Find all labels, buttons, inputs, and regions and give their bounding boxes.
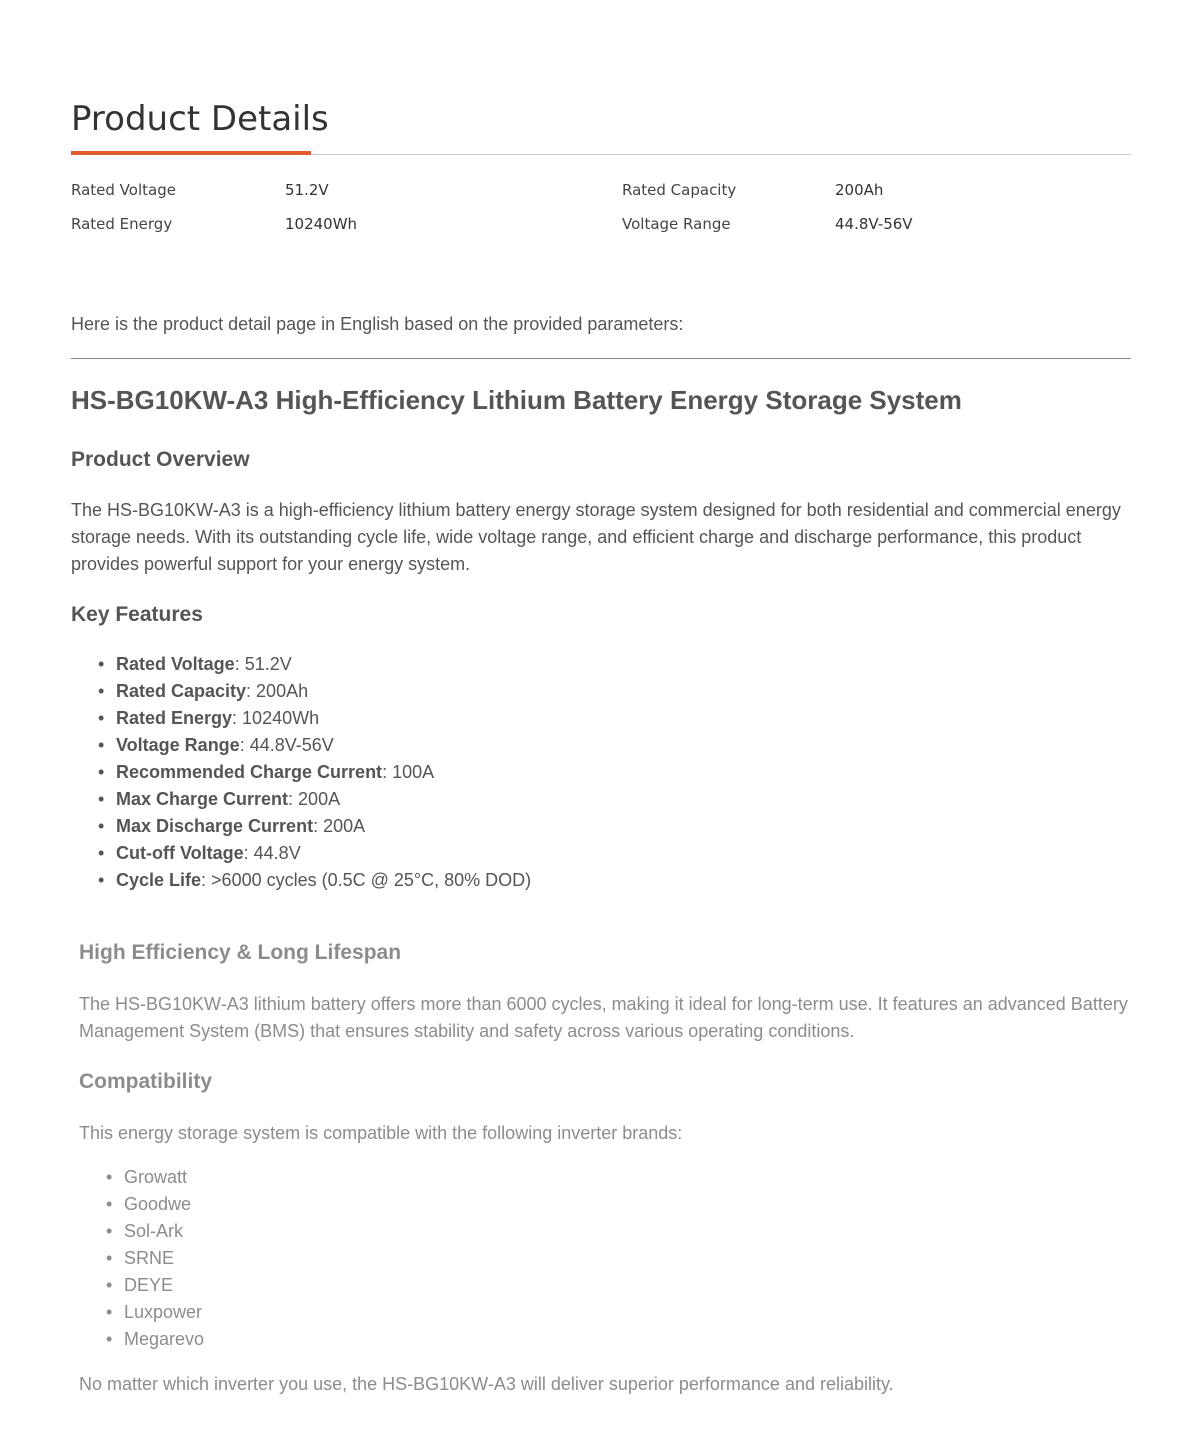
feature-item xyxy=(71,813,531,840)
bullet-icon: • xyxy=(106,1167,113,1187)
bullet-icon: • xyxy=(98,762,105,782)
spec-row xyxy=(71,210,1131,238)
spec-value: 10240Wh xyxy=(285,215,358,233)
efficiency-paragraph: The HS-BG10KW-A3 lithium battery offers more than 6000 cycles, making it ideal for long-term use. It features an advanced Battery Management System (BMS) that ensures stability and safety across various operating conditions. xyxy=(79,994,1128,1041)
spec-value: 51.2V xyxy=(285,181,329,199)
brand-item xyxy=(79,1245,204,1272)
brand-name: SRNE xyxy=(124,1248,175,1268)
intro-text: Here is the product detail page in English based on the provided parameters: xyxy=(71,314,684,334)
feature-value: : 200A xyxy=(288,789,341,809)
feature-label: Max Charge Current xyxy=(116,789,289,809)
feature-value: : 100A xyxy=(382,762,435,782)
feature-value: : 200A xyxy=(313,816,366,836)
spec-label: Rated Capacity xyxy=(622,181,737,199)
feature-label: Rated Capacity xyxy=(116,681,247,701)
feature-label: Max Discharge Current xyxy=(116,816,314,836)
features-heading: Key Features xyxy=(71,603,203,626)
brand-name: Megarevo xyxy=(124,1329,205,1349)
bullet-icon: • xyxy=(98,708,105,728)
bullet-icon: • xyxy=(98,735,105,755)
compatibility-heading: Compatibility xyxy=(79,1070,213,1093)
spec-row xyxy=(71,176,1131,204)
bullet-icon: • xyxy=(98,816,105,836)
feature-label: Recommended Charge Current xyxy=(116,762,383,782)
feature-value: : 200Ah xyxy=(246,681,309,701)
feature-label: Rated Voltage xyxy=(116,654,235,674)
feature-value: : 44.8V xyxy=(243,843,301,863)
bullet-icon: • xyxy=(98,789,105,809)
feature-value: : 10240Wh xyxy=(232,708,320,728)
section-title: Product Details xyxy=(71,99,329,139)
feature-item xyxy=(71,867,531,894)
spec-label: Rated Voltage xyxy=(71,181,176,199)
brand-name: Luxpower xyxy=(124,1302,203,1322)
bullet-icon: • xyxy=(106,1302,113,1322)
overview-heading: Product Overview xyxy=(71,448,250,471)
spec-label: Voltage Range xyxy=(622,215,731,233)
brand-name: Growatt xyxy=(124,1167,188,1187)
bullet-icon: • xyxy=(106,1329,113,1349)
feature-item xyxy=(71,732,531,759)
compatibility-paragraph: This energy storage system is compatible with the following inverter brands: xyxy=(79,1123,683,1143)
bullet-icon: • xyxy=(106,1194,113,1214)
title-accent-bar xyxy=(71,151,311,155)
bullet-icon: • xyxy=(98,843,105,863)
feature-value: : 51.2V xyxy=(234,654,292,674)
closing-paragraph: No matter which inverter you use, the HS-BG10KW-A3 will deliver superior performance and reliability. xyxy=(79,1374,894,1394)
feature-label: Rated Energy xyxy=(116,708,233,728)
brand-item xyxy=(79,1164,204,1191)
brand-item xyxy=(79,1272,204,1299)
brand-name: Goodwe xyxy=(124,1194,192,1214)
feature-item xyxy=(71,840,531,867)
feature-label: Cycle Life xyxy=(116,870,202,890)
spec-label: Rated Energy xyxy=(71,215,173,233)
bullet-icon: • xyxy=(106,1275,113,1295)
bullet-icon: • xyxy=(98,681,105,701)
brand-name: Sol-Ark xyxy=(124,1221,184,1241)
brand-name: DEYE xyxy=(124,1275,174,1295)
feature-value: : 44.8V-56V xyxy=(239,735,334,755)
feature-value: : >6000 cycles (0.5C @ 25°C, 80% DOD) xyxy=(201,870,532,890)
bullet-icon: • xyxy=(106,1248,113,1268)
product-title: HS-BG10KW-A3 High-Efficiency Lithium Battery Energy Storage System xyxy=(71,385,962,415)
feature-item xyxy=(71,678,531,705)
overview-paragraph: The HS-BG10KW-A3 is a high-efficiency lithium battery energy storage system designed for both residential and commercial energy storage needs. With its outstanding cycle life, wide voltage range, and efficient charge and discharge performance, this product provides powerful support for your energy system. xyxy=(71,500,1121,574)
horizontal-rule xyxy=(71,358,1131,359)
bullet-icon: • xyxy=(98,654,105,674)
brand-item xyxy=(79,1218,204,1245)
bullet-icon: • xyxy=(106,1221,113,1241)
efficiency-heading: High Efficiency & Long Lifespan xyxy=(79,941,402,964)
feature-label: Voltage Range xyxy=(116,735,240,755)
brand-item xyxy=(79,1191,204,1218)
features-list xyxy=(71,651,531,894)
inverter-brand-list xyxy=(79,1164,204,1353)
bullet-icon: • xyxy=(98,870,105,890)
spec-value: 200Ah xyxy=(835,181,884,199)
feature-item xyxy=(71,759,531,786)
spec-value: 44.8V-56V xyxy=(835,215,913,233)
feature-item xyxy=(71,651,531,678)
feature-item xyxy=(71,786,531,813)
brand-item xyxy=(79,1326,204,1353)
feature-item xyxy=(71,705,531,732)
brand-item xyxy=(79,1299,204,1326)
feature-label: Cut-off Voltage xyxy=(116,843,244,863)
